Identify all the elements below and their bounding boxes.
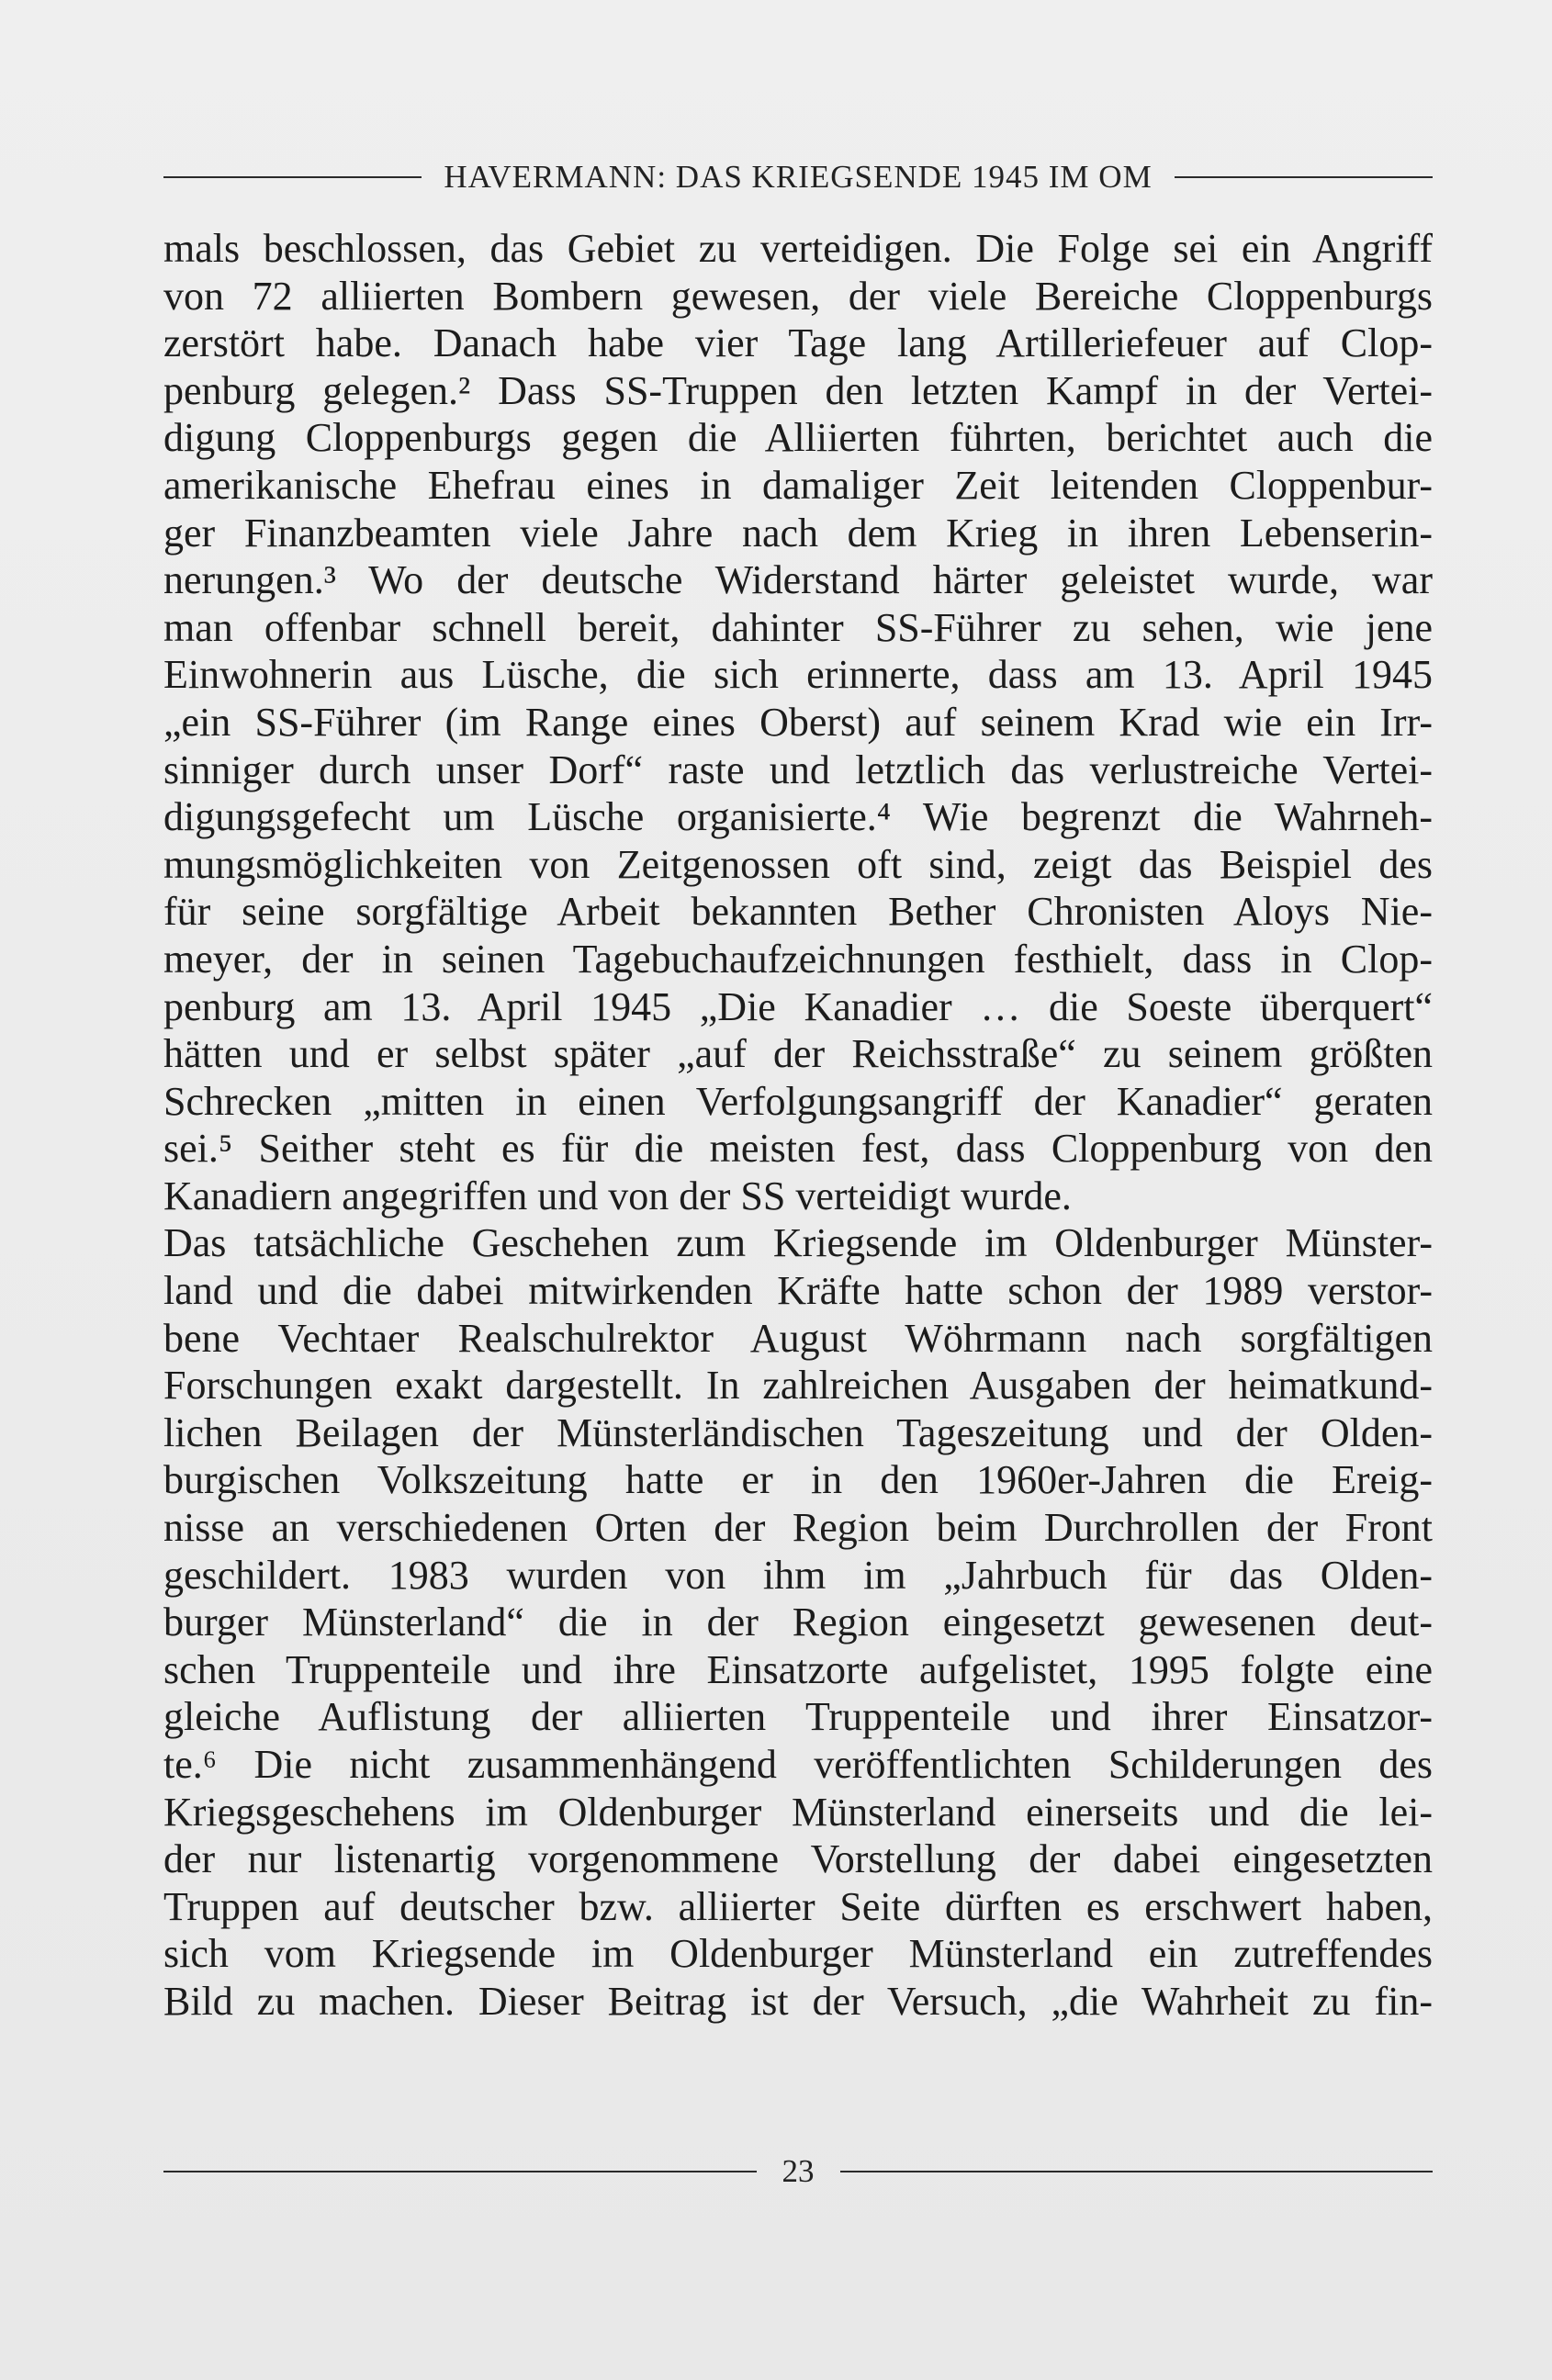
text-line: mungsmöglichkeiten von Zeitgenossen oft sind, zeigt das Beispiel des [163, 841, 1433, 887]
text-line: hätten und er selbst später „auf der Reichsstraße“ zu seinem größten [163, 1031, 1433, 1077]
text-line: von 72 alliierten Bombern gewesen, der viele Bereiche Cloppenburgs [163, 273, 1433, 319]
text-line: burgischen Volkszeitung hatte er in den 1960er-Jahren die Ereig- [163, 1457, 1433, 1503]
text-line: sich vom Kriegsende im Oldenburger Münsterland ein zutreffendes [163, 1931, 1433, 1977]
text-line: gleiche Auflistung der alliierten Truppenteile und ihrer Einsatzor- [163, 1694, 1433, 1740]
text-line: nisse an verschiedenen Orten der Region beim Durchrollen der Front [163, 1505, 1433, 1551]
text-line: nerungen.³ Wo der deutsche Widerstand härter geleistet wurde, war [163, 557, 1433, 603]
text-line: „ein SS-Führer (im Range eines Oberst) auf seinem Krad wie ein Irr- [163, 699, 1433, 745]
running-title: HAVERMANN: DAS KRIEGSENDE 1945 IM OM [444, 159, 1153, 195]
page-number: 23 [782, 2153, 815, 2189]
text-line: lichen Beilagen der Münsterländischen Tageszeitung und der Olden- [163, 1409, 1433, 1455]
text-line: ger Finanzbeamten viele Jahre nach dem Krieg in ihren Lebenserin- [163, 510, 1433, 556]
header-rule-left [163, 176, 422, 178]
text-line: Forschungen exakt dargestellt. In zahlreichen Ausgaben der heimatkund- [163, 1363, 1433, 1409]
text-line: man offenbar schnell bereit, dahinter SS-Führer zu sehen, wie jene [163, 604, 1433, 650]
text-line: Bild zu machen. Dieser Beitrag ist der Versuch, „die Wahrheit zu fin- [163, 1978, 1433, 2024]
text-line: geschildert. 1983 wurden von ihm im „Jahrbuch für das Olden- [163, 1552, 1433, 1598]
text-line: Einwohnerin aus Lüsche, die sich erinnerte, dass am 13. April 1945 [163, 652, 1433, 698]
text-line: der nur listenartig vorgenommene Vorstellung der dabei eingesetzten [163, 1836, 1433, 1882]
text-line-paragraph-end: Kanadiern angegriffen und von der SS verteidigt wurde. [163, 1173, 1072, 1218]
footer-rule-right [840, 2171, 1434, 2172]
body-text [163, 225, 1433, 2026]
text-line: für seine sorgfältige Arbeit bekannten Bether Chronisten Aloys Nie- [163, 889, 1433, 935]
text-line: Kriegsgeschehens im Oldenburger Münsterland einerseits und die lei- [163, 1789, 1433, 1835]
text-line: burger Münsterland“ die in der Region eingesetzt gewesenen deut- [163, 1600, 1433, 1645]
footer-rule-left [163, 2171, 757, 2172]
text-line: Schrecken „mitten in einen Verfolgungsangriff der Kanadier“ geraten [163, 1078, 1433, 1124]
text-line: penburg am 13. April 1945 „Die Kanadier … die Soeste überquert“ [163, 983, 1433, 1029]
text-line: schen Truppenteile und ihre Einsatzorte aufgelistet, 1995 folgte eine [163, 1646, 1433, 1692]
text-line: penburg gelegen.² Dass SS-Truppen den letzten Kampf in der Vertei- [163, 367, 1433, 413]
text-line: te.⁶ Die nicht zusammenhängend veröffentlichten Schilderungen des [163, 1742, 1433, 1787]
text-line: digungsgefecht um Lüsche organisierte.⁴ Wie begrenzt die Wahrneh- [163, 794, 1433, 840]
text-line: meyer, der in seinen Tagebuchaufzeichnungen festhielt, dass in Clop- [163, 936, 1433, 982]
text-line-paragraph-start: Das tatsächliche Geschehen zum Kriegsende im Oldenburger Münster- [163, 1220, 1433, 1266]
text-line: bene Vechtaer Realschulrektor August Wöhrmann nach sorgfältigen [163, 1315, 1433, 1361]
text-line: sei.⁵ Seither steht es für die meisten fest, dass Cloppenburg von den [163, 1126, 1433, 1172]
text-line: sinniger durch unser Dorf“ raste und letztlich das verlustreiche Vertei- [163, 747, 1433, 792]
text-line: land und die dabei mitwirkenden Kräfte hatte schon der 1989 verstor- [163, 1268, 1433, 1314]
text-line: zerstört habe. Danach habe vier Tage lang Artilleriefeuer auf Clop- [163, 320, 1433, 366]
text-line: amerikanische Ehefrau eines in damaliger Zeit leitenden Cloppenbur- [163, 462, 1433, 508]
text-line: Truppen auf deutscher bzw. alliierter Seite dürften es erschwert haben, [163, 1883, 1433, 1929]
page-footer [163, 2149, 1433, 2195]
running-header [163, 154, 1433, 200]
text-line: mals beschlossen, das Gebiet zu verteidigen. Die Folge sei ein Angriff [163, 226, 1433, 271]
header-rule-right [1175, 176, 1433, 178]
text-line: digung Cloppenburgs gegen die Alliierten führten, berichtet auch die [163, 415, 1433, 461]
